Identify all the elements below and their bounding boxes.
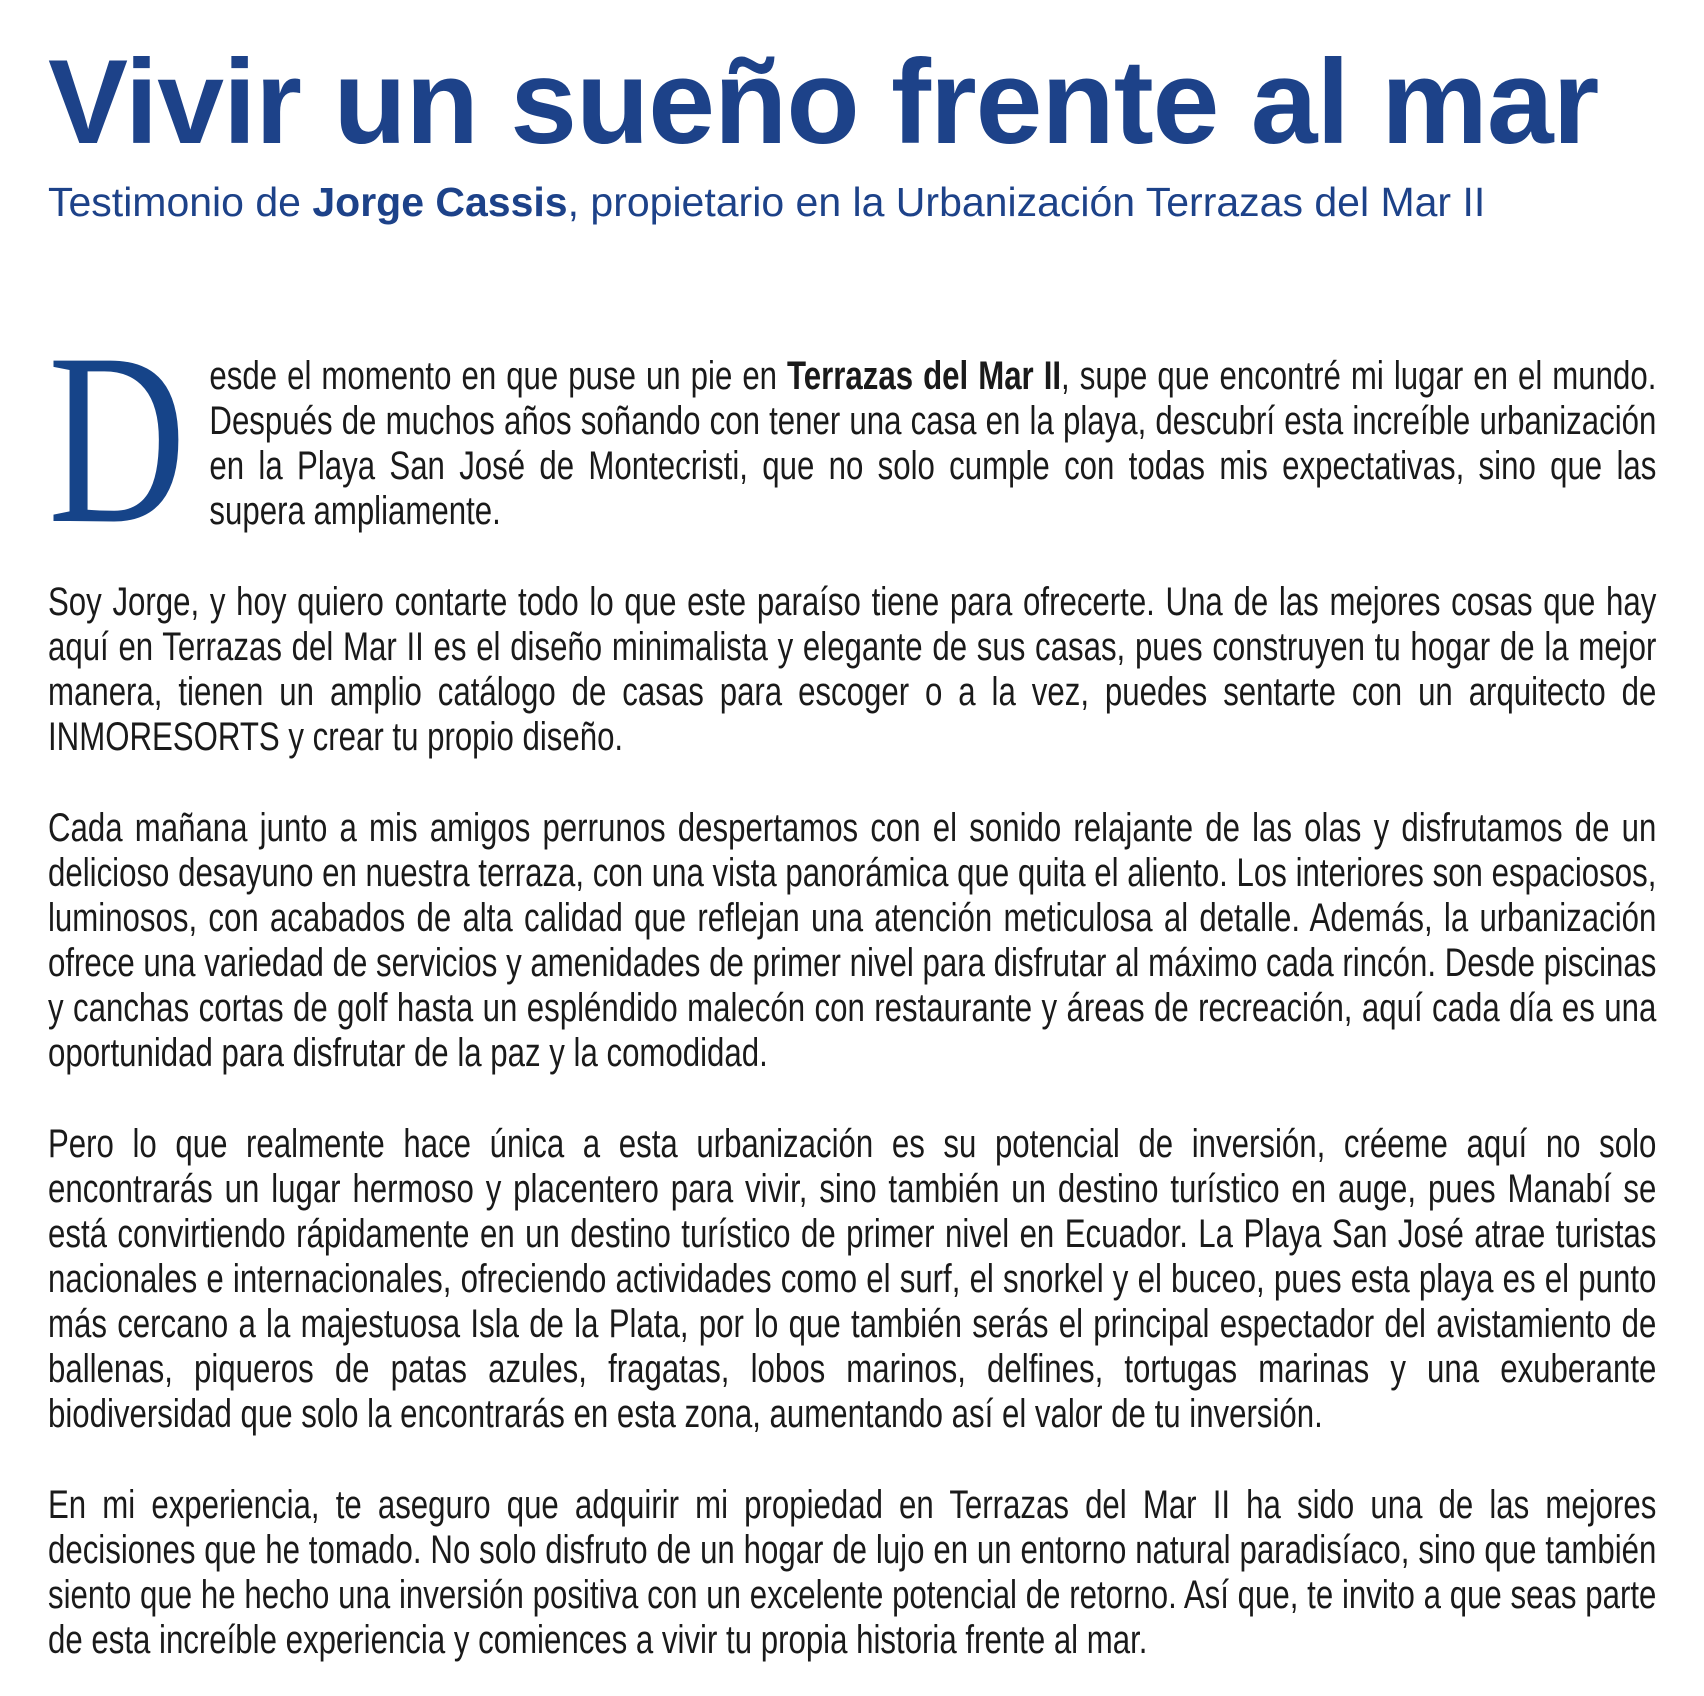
subtitle-author-name: Jorge Cassis — [312, 179, 568, 225]
paragraph-investment: Pero lo que realmente hace única a esta urbanización es su potencial de inversión, créeme aquí no solo encontrarás un lugar hermoso y placentero para vivir, sino también un destino turístico en auge, pues Manabí se está convirtiendo rápidamente en un destino turístico de primer nivel en Ecuador. La Playa San José atrae turistas nacionales e internacionales, ofreciendo actividades como el surf, el snorkel y el buceo, pues esta playa es el punto más cercano a la majestuosa Isla de la Plata, por lo que también serás el principal espectador del avistamiento de ballenas, piqueros de patas azules, fragatas, lobos marinos, delfines, tortugas marinas y una exuberante biodiversidad que solo la encontrarás en esta zona, aumentando así el valor de tu inversión. — [48, 1122, 1657, 1436]
paragraph-intro — [48, 303, 1657, 574]
paragraph-design: Soy Jorge, y hoy quiero contarte todo lo que este paraíso tiene para ofrecerte. Una de las mejores cosas que hay aquí en Terrazas del Mar II es el diseño minimalista y elegante de sus casas, pues construyen tu hogar de la mejor manera, tienen un amplio catálogo de casas para escoger o a la vez, puedes sentarte con un arquitecto de INMORESORTS y crear tu propio diseño. — [48, 580, 1657, 759]
intro-bold-development-name: Terrazas del Mar II — [787, 354, 1062, 398]
page-title: Vivir un sueño frente al mar — [48, 35, 1599, 169]
masthead — [48, 0, 1656, 226]
page-subtitle — [48, 178, 1656, 226]
intro-text-before-bold: esde el momento en que puse un pie en — [209, 354, 788, 398]
drop-cap: D — [48, 303, 187, 574]
paragraph-lifestyle: Cada mañana junto a mis amigos perrunos despertamos con el sonido relajante de las olas y disfrutamos de un delicioso desayuno en nuestra terraza, con una vista panorámica que quita el aliento. Los interiores son espaciosos, luminosos, con acabados de alta calidad que reflejan una atención meticulosa al detalle. Además, la urbanización ofrece una variedad de servicios y amenidades de primer nivel para disfrutar al máximo cada rincón. Desde piscinas y canchas cortas de golf hasta un espléndido malecón con restaurante y áreas de recreación, aquí cada día es una oportunidad para disfrutar de la paz y la comodidad. — [48, 806, 1657, 1075]
intro-text-after-bold: , supe que encontré mi lugar en el mundo. Después de muchos años soñando con tener una casa en la playa, descubrí esta increíble urbanización en la Playa San José de Montecristi, que no solo cumple con todas mis expectativas, sino que las supera ampliamente. — [209, 354, 1657, 533]
subtitle-suffix: , propietario en la Urbanización Terrazas del Mar II — [567, 179, 1486, 225]
article-body — [48, 303, 1657, 1663]
subtitle-prefix: Testimonio de — [48, 179, 313, 225]
paragraph-closing: En mi experiencia, te aseguro que adquirir mi propiedad en Terrazas del Mar II ha sido una de las mejores decisiones que he tomado. No solo disfruto de un hogar de lujo en un entorno natural paradisíaco, sino que también siento que he hecho una inversión positiva con un excelente potencial de retorno. Así que, te invito a que seas parte de esta increíble experiencia y comiences a vivir tu propia historia frente al mar. — [48, 1483, 1657, 1662]
